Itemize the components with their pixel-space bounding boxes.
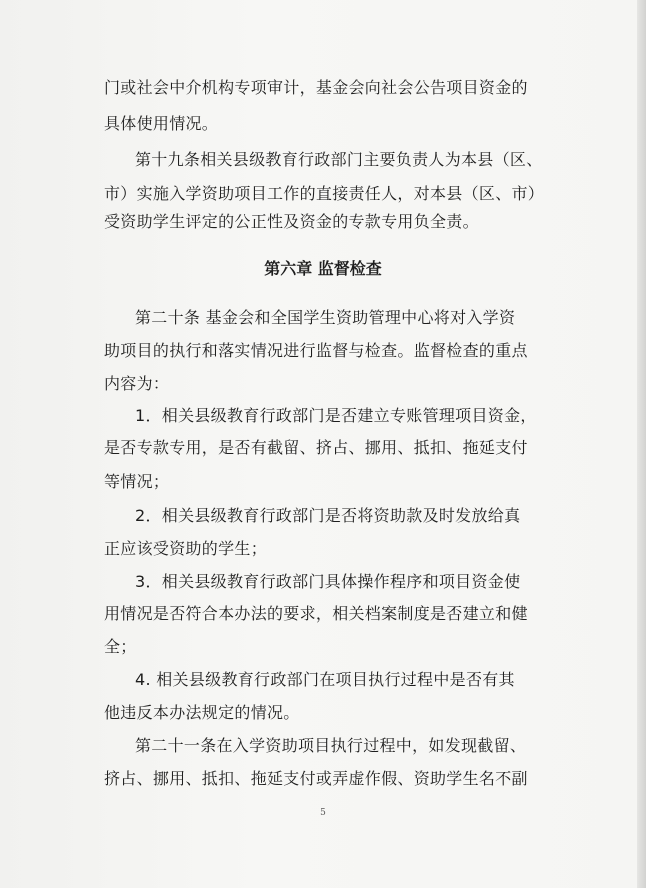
text-line: 门或社会中介机构专项审计，基金会向社会公告项目资金的 bbox=[104, 78, 528, 97]
text-line: 3．相关县级教育行政部门具体操作程序和项目资金使 bbox=[135, 572, 521, 591]
text-line: 助项目的执行和落实情况进行监督与检查。监督检查的重点 bbox=[104, 341, 528, 360]
text-line: 1．相关县级教育行政部门是否建立专账管理项目资金， bbox=[135, 406, 537, 425]
text-line: 等情况； bbox=[104, 472, 170, 491]
text-line: 挤占、挪用、抵扣、拖延支付或弄虚作假、资助学生名不副 bbox=[104, 769, 528, 788]
text-line: 正应该受资助的学生； bbox=[104, 539, 268, 558]
text-line: 4. 相关县级教育行政部门在项目执行过程中是否有其 bbox=[135, 670, 515, 689]
page-number: 5 bbox=[320, 808, 326, 818]
text-line: 第二十一条在入学资助项目执行过程中，如发现截留、 bbox=[135, 736, 527, 755]
text-line: 内容为： bbox=[104, 374, 170, 393]
text-line: 全； bbox=[104, 637, 137, 656]
text-line: 第二十条 基金会和全国学生资助管理中心将对入学资 bbox=[135, 308, 516, 327]
text-line: 具体使用情况。 bbox=[104, 114, 219, 133]
text-line: 是否专款专用，是否有截留、挤占、挪用、抵扣、拖延支付 bbox=[104, 438, 528, 457]
chapter-heading: 第六章 监督检查 bbox=[264, 259, 382, 278]
text-line: 受资助学生评定的公正性及资金的专款专用负全责。 bbox=[104, 212, 479, 231]
page-edge-shadow bbox=[637, 0, 646, 888]
text-line: 市）实施入学资助项目工作的直接责任人，对本县（区、市） bbox=[104, 184, 545, 203]
text-line: 2．相关县级教育行政部门是否将资助款及时发放给真 bbox=[135, 506, 521, 525]
text-line: 用情况是否符合本办法的要求，相关档案制度是否建立和健 bbox=[104, 604, 528, 623]
text-line: 他违反本办法规定的情况。 bbox=[104, 703, 300, 722]
text-line: 第十九条相关县级教育行政部门主要负责人为本县（区、 bbox=[135, 150, 543, 169]
